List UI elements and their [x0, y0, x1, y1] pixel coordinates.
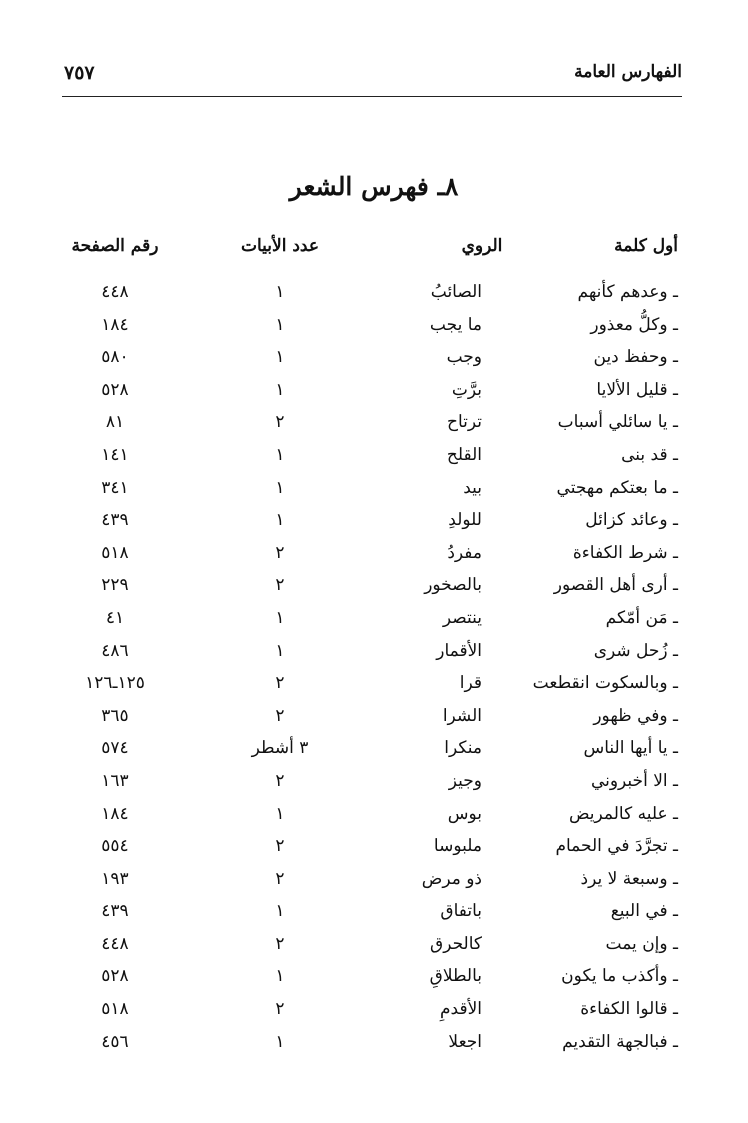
rhyme-cell: للولدِ [448, 510, 482, 531]
verse-count-cell: ١ [275, 282, 285, 302]
table-row [0, 704, 748, 737]
rhyme-cell: بيد [463, 477, 482, 498]
rhyme-cell: ذو مرض [421, 868, 482, 889]
page-number-cell: ٥٢٨ [101, 966, 129, 987]
first-word-cell: ـ قالوا الكفاءة [580, 999, 678, 1020]
column-header-page: رقم الصفحة [71, 236, 159, 256]
verse-count-cell: ٢ [275, 673, 285, 694]
column-header-verse-count: عدد الأبيات [240, 236, 320, 256]
rhyme-cell: ترتاح [447, 412, 482, 433]
table-row [0, 378, 748, 411]
table-row [0, 410, 748, 443]
verse-count-cell: ١ [275, 966, 285, 987]
first-word-cell: ـ وسبعة لا يرذ [580, 868, 678, 889]
verse-count-cell: ٢ [275, 868, 285, 889]
first-word-cell: ـ قد بنى [621, 444, 678, 465]
first-word-cell: ـ وعائد كزائل [585, 510, 678, 531]
verse-count-cell: ١ [275, 510, 285, 531]
first-word-cell: ـ الا أخبروني [590, 770, 678, 791]
verse-count-cell: ٢ [275, 412, 285, 433]
page-number-cell: ١٢٥ـ١٢٦ [85, 673, 145, 694]
rhyme-cell: وجيز [448, 770, 482, 791]
table-row [0, 313, 748, 346]
page-number-cell: ٤٤٨ [101, 933, 129, 954]
table-row [0, 639, 748, 672]
page-number-cell: ٥٢٨ [101, 379, 129, 400]
column-header-first-word: أول كلمة [614, 236, 678, 256]
table-row [0, 671, 748, 704]
rhyme-cell: ملبوسا [433, 836, 482, 857]
rhyme-cell: القلح [446, 444, 482, 465]
page-number-cell: ٨١ [105, 412, 125, 433]
verse-count-cell: ٣ أشطر [251, 738, 309, 759]
first-word-cell: ـ فبالجهة التقديم [562, 1031, 678, 1052]
page-number-cell: ١٤١ [101, 444, 129, 465]
rhyme-cell: بوس [447, 803, 482, 824]
rhyme-cell: كالحرق [430, 933, 482, 954]
first-word-cell: ـ يا سائلي أسباب [557, 412, 678, 433]
rhyme-cell: منكرا [444, 738, 482, 759]
page-number-cell: ٢٢٩ [101, 575, 129, 596]
running-header-title: الفهارس العامة [574, 62, 682, 82]
first-word-cell: ـ مَن أمّكم [605, 607, 678, 628]
verse-count-cell: ٢ [275, 542, 285, 563]
page-number-cell: ٤١ [105, 607, 125, 628]
first-word-cell: ـ أرى أهل القصور [553, 575, 678, 596]
page-number-cell: ٥١٨ [101, 542, 129, 563]
verse-count-cell: ١ [275, 803, 285, 824]
verse-count-cell: ١ [275, 1031, 285, 1052]
table-row [0, 834, 748, 867]
table-row [0, 1030, 748, 1063]
first-word-cell: ـ وبالسكوت انقطعت [532, 673, 678, 694]
table-row [0, 476, 748, 509]
rhyme-cell: الشرا [442, 705, 482, 726]
page-number-cell: ٥٨٠ [101, 347, 129, 368]
column-headers [0, 236, 748, 266]
table-row [0, 443, 748, 476]
page-number-cell: ١٦٣ [101, 770, 129, 791]
table-row [0, 541, 748, 574]
verse-count-cell: ٢ [275, 999, 285, 1020]
verse-count-cell: ٢ [275, 836, 285, 857]
table-row [0, 802, 748, 835]
page-number-cell: ٥٧٤ [101, 738, 129, 759]
first-word-cell: ـ وعدهم كأنهم [577, 282, 678, 302]
table-row [0, 932, 748, 965]
rhyme-cell: مفردُ [447, 542, 482, 563]
rhyme-cell: الصائبُ [430, 282, 482, 302]
rhyme-cell: برَّتِ [451, 379, 482, 400]
first-word-cell: ـ وحفظ دين [593, 347, 678, 368]
poetry-index-table [0, 280, 748, 1062]
rhyme-cell: بالطلاقِ [429, 966, 482, 987]
first-word-cell: ـ في البيع [610, 901, 678, 922]
verse-count-cell: ١ [275, 607, 285, 628]
rhyme-cell: بالصخور [424, 575, 482, 596]
verse-count-cell: ١ [275, 444, 285, 465]
page-number-cell: ٣٤١ [101, 477, 129, 498]
first-word-cell: ـ زُحل شرى [593, 640, 678, 661]
table-row [0, 899, 748, 932]
first-word-cell: ـ وفي ظهور [593, 705, 678, 726]
first-word-cell: ـ وأكذب ما يكون [561, 966, 678, 987]
table-row [0, 867, 748, 900]
verse-count-cell: ١ [275, 901, 285, 922]
rhyme-cell: قرا [459, 673, 482, 694]
table-row [0, 606, 748, 639]
first-word-cell: ـ ما بعتكم مهجتي [556, 477, 678, 498]
table-row [0, 736, 748, 769]
first-word-cell: ـ وإن يمت [605, 933, 678, 954]
first-word-cell: ـ شرط الكفاءة [572, 542, 678, 563]
table-row [0, 280, 748, 313]
first-word-cell: ـ تجرَّدَ في الحمام [555, 836, 678, 857]
verse-count-cell: ١ [275, 347, 285, 368]
page-number-cell: ٥٥٤ [101, 836, 129, 857]
verse-count-cell: ٢ [275, 705, 285, 726]
page-number-cell: ٣٦٥ [101, 705, 129, 726]
page-number-cell: ١٨٤ [101, 803, 129, 824]
first-word-cell: ـ قليل الألايا [596, 379, 678, 400]
table-row [0, 964, 748, 997]
rhyme-cell: باتفاق [440, 901, 482, 922]
page-number-cell: ٤٨٦ [101, 640, 129, 661]
rhyme-cell: الأقدمِ [440, 999, 482, 1020]
verse-count-cell: ٢ [275, 575, 285, 596]
rhyme-cell: اجعلا [448, 1031, 482, 1052]
page-number-cell: ٤٣٩ [101, 510, 129, 531]
rhyme-cell: الأقمار [436, 640, 482, 661]
page-number-cell: ٤٤٨ [101, 282, 129, 302]
first-word-cell: ـ عليه كالمريض [568, 803, 678, 824]
table-row [0, 769, 748, 802]
verse-count-cell: ١ [275, 379, 285, 400]
verse-count-cell: ١ [275, 477, 285, 498]
table-row [0, 997, 748, 1030]
page-number-cell: ١٩٣ [101, 868, 129, 889]
page-number-cell: ١٨٤ [101, 314, 129, 335]
section-title: ٨ـ فهرس الشعر [289, 172, 459, 201]
verse-count-cell: ١ [275, 314, 285, 335]
column-header-rhyme: الروي [461, 236, 503, 256]
table-row [0, 508, 748, 541]
page-number-cell: ٤٥٦ [101, 1031, 129, 1052]
running-header [62, 60, 682, 97]
rhyme-cell: وجب [446, 347, 482, 368]
table-row [0, 573, 748, 606]
verse-count-cell: ١ [275, 640, 285, 661]
verse-count-cell: ٢ [275, 770, 285, 791]
page-number-cell: ٤٣٩ [101, 901, 129, 922]
page-number-cell: ٥١٨ [101, 999, 129, 1020]
table-row [0, 345, 748, 378]
rhyme-cell: ينتصر [442, 607, 482, 628]
first-word-cell: ـ وكلُّ معذور [590, 314, 678, 335]
page-number: ٧٥٧ [64, 62, 95, 84]
rhyme-cell: ما يجب [429, 314, 482, 335]
first-word-cell: ـ يا أيها الناس [583, 738, 678, 759]
verse-count-cell: ٢ [275, 933, 285, 954]
